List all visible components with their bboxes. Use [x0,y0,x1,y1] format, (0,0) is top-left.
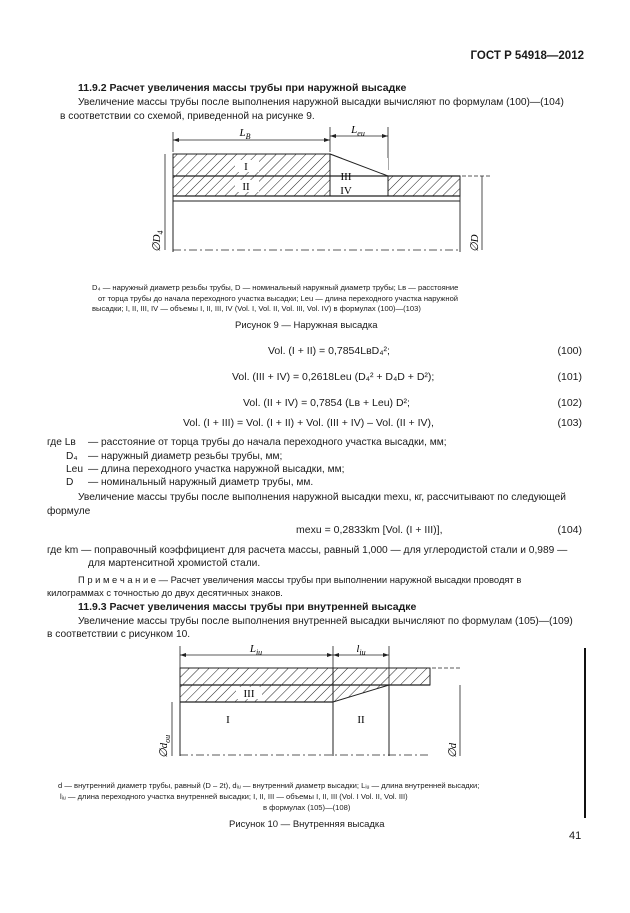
region-I-label-2: I [226,714,230,726]
svg-text:liu [356,643,365,657]
figure-10-diagram [140,638,480,773]
figure-10-legend-3: в формулах (105)—(108) [263,803,351,812]
dim-Leu-label: L [351,124,358,136]
intro-line-1: Увеличение массы трубы после выполнения наружной высадки вычисляют по формулам (100)—(104) [78,97,564,108]
dim-Liu-label: L [249,643,256,655]
note-line-2: килограммах с точностью до двух десятичных знаков. [47,587,283,598]
figure-9-diagram [130,122,510,272]
region-IV-label: IV [340,185,352,197]
where-sym-1: где Lв [47,437,76,448]
mass-text-2: формуле [47,506,91,517]
note-line-1: П р и м е ч а н и е — Расчет увеличения массы трубы при выполнении наружной высадки проводят в [78,574,522,585]
dim-Leu-sub: eu [357,129,365,138]
km-text-2: для мартенситной хромистой стали. [88,558,261,569]
figure-9-caption: Рисунок 9 — Наружная высадка [235,320,378,331]
change-bar [584,648,586,818]
km-text-1: где km — поправочный коэффициент для расчета массы, равный 1,000 — для углеродистой стали и 0,989 — [47,545,568,556]
svg-text:LB [238,127,250,141]
mass-text-1: Увеличение массы трубы после выполнения наружной высадки mexu, кг, рассчитывают по следующей [78,492,566,503]
formula-102: Vol. (II + IV) = 0,7854 (Lв + Leu) D²; [243,397,410,409]
where-sym-4: D [66,477,74,488]
dim-D4-label: ∅D [151,234,163,252]
svg-text:Leu [350,124,365,138]
where-def-1: — расстояние от торца трубы до начала переходного участка высадки, мм; [88,437,447,448]
formula-103-number: (103) [557,417,582,429]
figure-10-legend-1: d — внутренний диаметр трубы, равный (D – 2t), dᵢᵤ — внутренний диаметр высадки; Lᵢᵤ — длина внутренней высадки; [58,781,480,790]
where-def-4: — номинальный наружный диаметр трубы, мм. [88,477,314,488]
dim-dou-sub: ou [163,734,172,743]
where-def-3: — длина переходного участка наружной высадки, мм; [88,464,345,475]
where-sym-3: Leu [66,464,83,475]
region-II-label-2: II [357,714,365,726]
figure-9-legend-1: D₄ — наружный диаметр резьбы трубы, D — номинальный наружный диаметр трубы; Lв — расстояние [92,283,459,292]
intro2-line-1: Увеличение массы трубы после выполнения внутренней высадки вычисляют по формулам (105)—(109) [78,616,573,627]
svg-text:∅D4 [151,230,165,252]
dim-D-label: ∅D [469,234,481,252]
dim-liu-label: l [356,643,360,655]
dim-D4-sub: 4 [156,230,165,235]
figure-10-caption: Рисунок 10 — Внутренняя высадка [229,819,385,830]
dim-liu-sub: iu [359,648,366,657]
svg-text:∅dou [158,735,172,758]
formula-104-number: (104) [557,524,582,536]
formula-100-number: (100) [557,345,582,357]
dim-LB-label: L [239,127,246,139]
formula-101: Vol. (III + IV) = 0,2618Leu (D₄² + D₄D + D²); [232,371,435,383]
formula-100: Vol. (I + II) = 0,7854LвD₄²; [268,345,390,357]
formula-103: Vol. (I + III) = Vol. (I + II) + Vol. (III + IV) – Vol. (II + IV), [183,417,434,429]
section-title-external: 11.9.2 Расчет увеличения массы трубы при наружной высадке [78,82,407,94]
formula-104: mexu = 0,2833km [Vol. (I + III)], [296,524,443,536]
region-II-label: II [242,181,250,193]
figure-10-legend-2: lᵢᵤ — длина переходного участка внутренней высадки; I, II, III — объемы I, II, III (Vol. I Vol. II, Vol. III) [60,792,408,801]
intro-line-2: в соответствии со схемой, приведенной на рисунке 9. [60,111,315,122]
intro2-line-2: в соответствии с рисунком 10. [47,629,191,640]
where-sym-2: D₄ [66,451,78,462]
figure-9-legend-2: от торца трубы до начала переходного участка высадки; Leu — длина переходного участка наружной [98,294,459,303]
document-header: ГОСТ Р 54918—2012 [470,50,584,62]
formula-101-number: (101) [557,371,582,383]
formula-102-number: (102) [557,397,582,409]
region-I-label: I [244,161,248,173]
dim-LB-sub: B [245,132,251,141]
dim-d-label: ∅d [447,742,459,758]
region-III-label: III [340,171,352,183]
svg-text:Liu [249,643,262,657]
where-def-2: — наружный диаметр резьбы трубы, мм; [88,451,283,462]
region-III-label-2: III [243,688,255,700]
dim-Liu-sub: iu [255,648,263,657]
figure-9-legend-3: высадки; I, II, III, IV — объемы I, II, III, IV (Vol. I, Vol. II, Vol. III, Vol. IV) в формулах (100)—(103) [92,304,421,313]
page-number: 41 [569,830,582,842]
section-title-internal: 11.9.3 Расчет увеличения массы трубы при внутренней высадке [78,601,417,613]
dim-dou-label: ∅d [158,742,170,758]
